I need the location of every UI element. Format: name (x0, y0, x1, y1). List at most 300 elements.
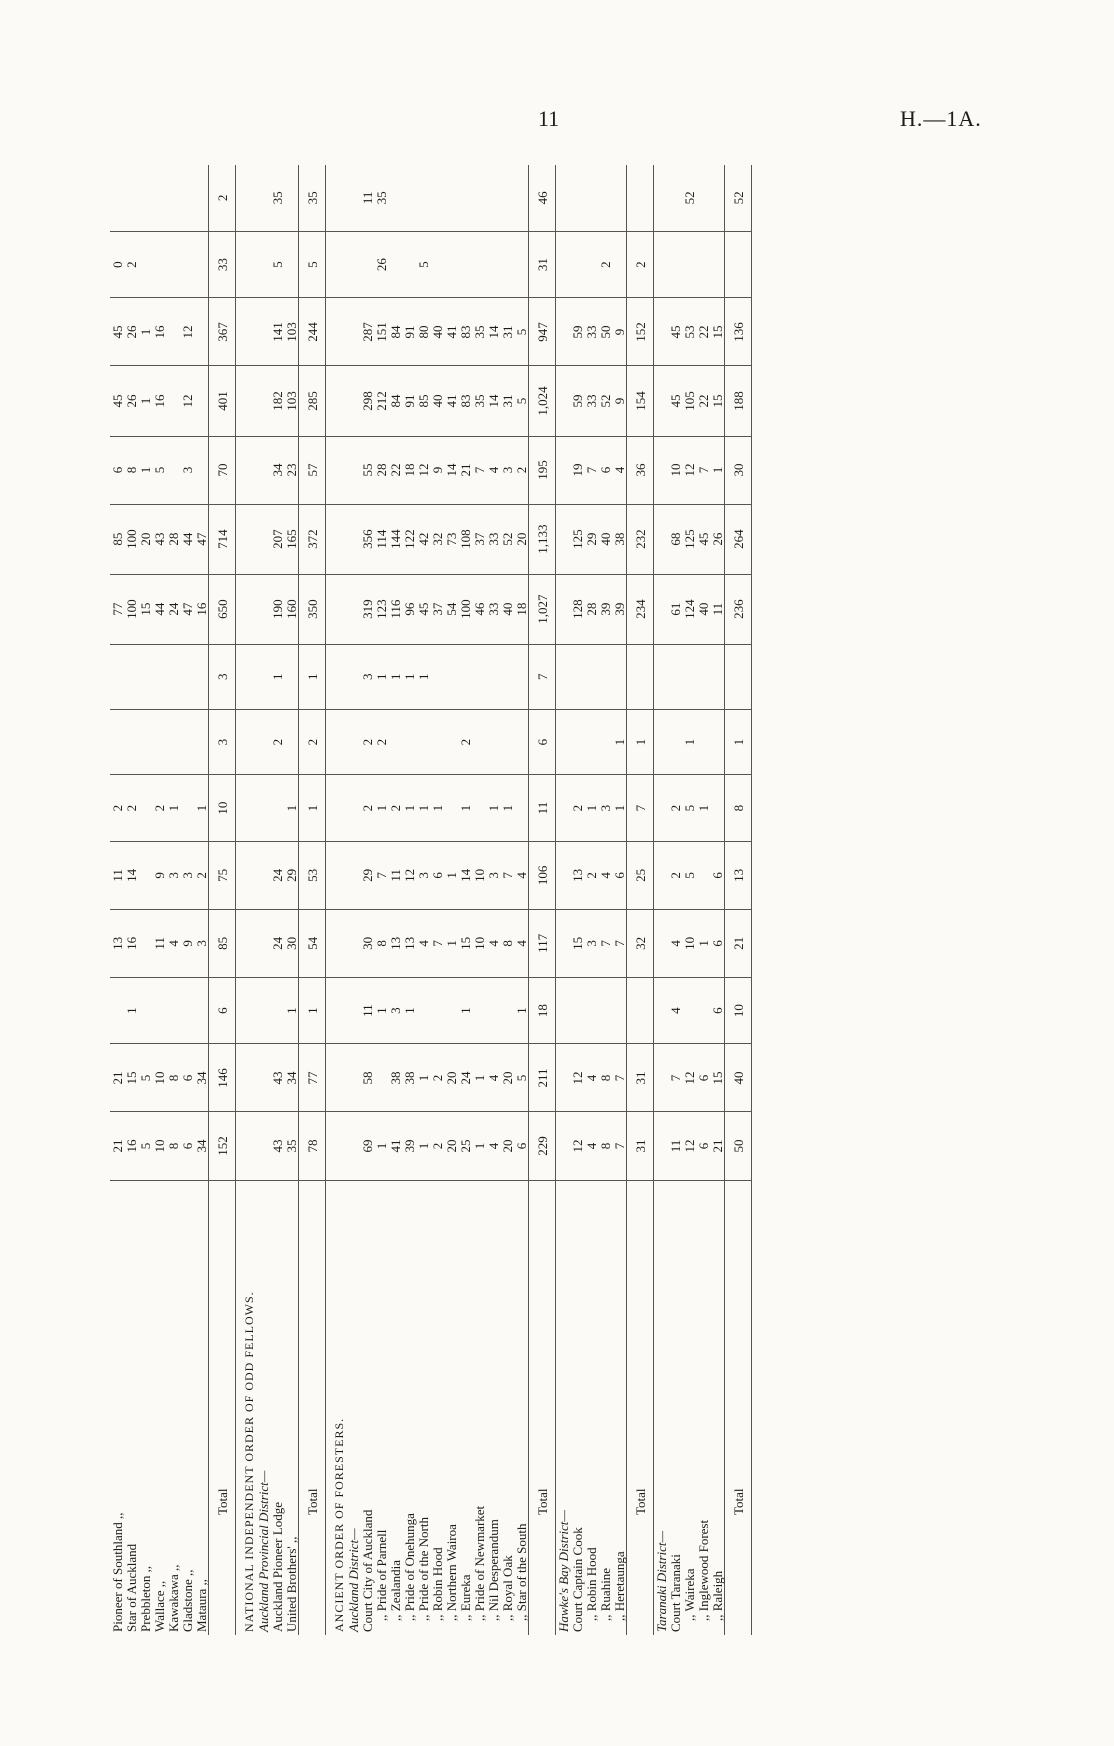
table-cell: 211 (529, 1044, 556, 1112)
table-cell: 13 (725, 841, 752, 909)
table-cell: 5 (682, 841, 696, 909)
table-cell: 14 (458, 841, 472, 909)
table-cell: 14 (124, 841, 138, 909)
table-cell: 2 (124, 775, 138, 842)
row-label: Star of Auckland (123, 1543, 139, 1632)
table-cell (180, 165, 194, 231)
table-cell: 3 (416, 841, 430, 909)
table-cell (326, 1044, 347, 1112)
table-cell: 33 (486, 504, 500, 574)
table-cell: 10 (209, 775, 236, 842)
table-cell: 68 (668, 504, 682, 574)
table-cell: 11 (388, 841, 402, 909)
row-label: Taranaki District— (653, 1530, 669, 1632)
table-cell: 35 (270, 165, 284, 231)
table-cell (152, 165, 166, 231)
table-cell (236, 366, 257, 436)
table-cell (472, 775, 486, 842)
table-cell (236, 231, 257, 298)
table-cell: 77 (299, 1044, 326, 1112)
table-row (710, 165, 725, 1635)
table-cell (556, 909, 571, 977)
table-cell: 122 (402, 504, 416, 574)
table-cell: 39 (598, 574, 612, 644)
table-cell: 234 (627, 574, 654, 644)
table-cell: 83 (458, 298, 472, 366)
table-cell: 1 (284, 775, 299, 842)
table-row (388, 165, 402, 1635)
table-cell: 4 (166, 909, 180, 977)
table-cell: 4 (584, 1044, 598, 1112)
table-cell: 5 (514, 298, 529, 366)
table-cell: 2 (360, 709, 374, 774)
table-row (696, 165, 710, 1635)
table-cell (472, 709, 486, 774)
table-cell: 7 (430, 909, 444, 977)
row-label: ANCIENT ORDER OF FORESTERS. (332, 1417, 346, 1632)
table-cell: 28 (374, 436, 388, 504)
table-cell: 1,133 (529, 504, 556, 574)
table-cell: 43 (270, 1112, 284, 1180)
row-label: Prebbleton ,, (137, 1565, 153, 1632)
table-cell: 123 (374, 574, 388, 644)
table-cell (194, 366, 209, 436)
table-cell (444, 644, 458, 709)
table-row (570, 165, 584, 1635)
table-cell: 141 (270, 298, 284, 366)
table-cell (486, 165, 500, 231)
table-cell: 2 (514, 436, 529, 504)
table-row (194, 165, 209, 1635)
table-cell (138, 909, 152, 977)
table-cell (110, 644, 124, 709)
table-cell: 26 (124, 298, 138, 366)
table-row (110, 165, 124, 1635)
table-cell (152, 644, 166, 709)
table-cell: 136 (725, 298, 752, 366)
table-cell: 16 (124, 909, 138, 977)
total-row (209, 165, 236, 1635)
table-cell: 236 (725, 574, 752, 644)
table-cell: 4 (612, 436, 627, 504)
table-cell (570, 165, 584, 231)
table-cell: 190 (270, 574, 284, 644)
table-cell (696, 977, 710, 1044)
table-cell: 59 (570, 298, 584, 366)
table-cell: 21 (110, 1112, 124, 1180)
table-cell: 229 (529, 1112, 556, 1180)
table-row (166, 165, 180, 1635)
table-cell: 16 (152, 366, 166, 436)
table-cell (472, 231, 486, 298)
table-cell: 3 (209, 709, 236, 774)
table-cell: 401 (209, 366, 236, 436)
table-cell (654, 775, 669, 842)
table-cell: 5 (138, 1044, 152, 1112)
table-cell (514, 165, 529, 231)
table-cell (682, 977, 696, 1044)
table-cell: 10 (668, 436, 682, 504)
table-cell: 7 (374, 841, 388, 909)
table-cell: 1 (270, 644, 284, 709)
table-cell: 38 (612, 504, 627, 574)
table-cell (256, 574, 270, 644)
table-cell: 21 (458, 436, 472, 504)
table-cell (236, 644, 257, 709)
table-cell: 20 (444, 1044, 458, 1112)
row-label: ,, Royal Oak (499, 1555, 515, 1621)
row-label: ,, Inglewood Forest (695, 1519, 711, 1621)
row-label: ,, Raleigh (709, 1570, 725, 1621)
table-cell: 114 (374, 504, 388, 574)
table-cell: 33 (486, 574, 500, 644)
table-cell: 100 (124, 574, 138, 644)
table-cell: 12 (570, 1112, 584, 1180)
table-cell: 1 (416, 775, 430, 842)
table-cell (236, 709, 257, 774)
table-cell: 6 (209, 977, 236, 1044)
table-cell: 52 (682, 165, 696, 231)
table-cell: 108 (458, 504, 472, 574)
table-cell: 29 (284, 841, 299, 909)
table-cell: 12 (416, 436, 430, 504)
table-row (374, 165, 388, 1635)
table-cell: 287 (360, 298, 374, 366)
table-cell: 8 (124, 436, 138, 504)
table-cell: 11 (529, 775, 556, 842)
table-cell (710, 231, 725, 298)
row-label: Total (725, 1180, 752, 1635)
table-cell: 7 (627, 775, 654, 842)
table-cell (486, 709, 500, 774)
table-cell (556, 504, 571, 574)
total-row (299, 165, 326, 1635)
table-cell: 35 (299, 165, 326, 231)
table-row (668, 165, 682, 1635)
table-cell (284, 231, 299, 298)
table-cell: 7 (500, 841, 514, 909)
table-row (500, 165, 514, 1635)
table-cell: 4 (416, 909, 430, 977)
table-cell (152, 977, 166, 1044)
table-cell (326, 298, 347, 366)
table-cell (668, 644, 682, 709)
table-cell (166, 977, 180, 1044)
table-cell (556, 231, 571, 298)
table-cell: 45 (110, 298, 124, 366)
table-cell (166, 366, 180, 436)
table-cell (346, 977, 360, 1044)
table-cell (725, 644, 752, 709)
table-cell (654, 909, 669, 977)
table-body (110, 165, 752, 1635)
table-cell: 40 (696, 574, 710, 644)
table-cell: 1 (416, 644, 430, 709)
total-row (529, 165, 556, 1635)
table-cell: 21 (110, 1044, 124, 1112)
table-cell: 39 (612, 574, 627, 644)
table-cell (180, 709, 194, 774)
table-cell: 1 (682, 709, 696, 774)
table-cell (194, 436, 209, 504)
table-cell: 6 (180, 1112, 194, 1180)
table-cell (402, 165, 416, 231)
table-cell: 12 (180, 298, 194, 366)
row-label: ,, Star of the South (513, 1523, 529, 1621)
table-row (458, 165, 472, 1635)
row-label: ,, Zealandia (387, 1560, 403, 1621)
table-cell: 18 (402, 436, 416, 504)
table-cell: 69 (360, 1112, 374, 1180)
table-cell (500, 231, 514, 298)
table-cell: 22 (696, 366, 710, 436)
table-cell (152, 231, 166, 298)
section-heading-row (326, 165, 347, 1635)
table-cell: 37 (472, 504, 486, 574)
table-cell: 15 (458, 909, 472, 977)
table-row (152, 165, 166, 1635)
row-label: ,, Robin Hood (583, 1547, 599, 1621)
table-cell: 29 (584, 504, 598, 574)
table-cell (598, 165, 612, 231)
table-cell: 41 (444, 366, 458, 436)
table-cell: 4 (668, 909, 682, 977)
table-cell (256, 709, 270, 774)
table-cell: 31 (627, 1112, 654, 1180)
table-row (598, 165, 612, 1635)
table-cell: 32 (430, 504, 444, 574)
table-cell: 16 (194, 574, 209, 644)
table-cell (668, 231, 682, 298)
table-cell: 33 (584, 298, 598, 366)
table-cell: 1,027 (529, 574, 556, 644)
table-cell: 13 (570, 841, 584, 909)
table-cell: 45 (416, 574, 430, 644)
table-cell (556, 841, 571, 909)
table-cell (654, 709, 669, 774)
table-cell: 12 (682, 1112, 696, 1180)
table-cell: 20 (500, 1112, 514, 1180)
table-cell: 55 (360, 436, 374, 504)
table-cell: 1 (710, 436, 725, 504)
table-cell: 24 (270, 909, 284, 977)
table-cell (180, 775, 194, 842)
table-cell: 9 (152, 841, 166, 909)
table-cell (654, 366, 669, 436)
table-cell: 40 (598, 504, 612, 574)
table-cell (556, 298, 571, 366)
table-cell (388, 709, 402, 774)
table-cell: 1 (194, 775, 209, 842)
table-cell: 41 (444, 298, 458, 366)
table-cell: 1 (627, 709, 654, 774)
table-cell: 45 (696, 504, 710, 574)
table-cell: 6 (110, 436, 124, 504)
table-cell: 146 (209, 1044, 236, 1112)
table-cell: 12 (402, 841, 416, 909)
table-cell: 31 (500, 298, 514, 366)
table-cell (696, 165, 710, 231)
table-cell: 182 (270, 366, 284, 436)
table-cell: 244 (299, 298, 326, 366)
table-cell: 4 (584, 1112, 598, 1180)
table-cell (236, 1044, 257, 1112)
table-cell: 124 (682, 574, 696, 644)
row-label: United Brothers' ,, (283, 1536, 299, 1632)
table-cell: 53 (682, 298, 696, 366)
table-cell: 1 (612, 709, 627, 774)
table-cell (725, 231, 752, 298)
table-cell (444, 231, 458, 298)
table-cell: 0 (110, 231, 124, 298)
table-cell: 6 (696, 1112, 710, 1180)
table-cell: 39 (402, 1112, 416, 1180)
table-cell (284, 165, 299, 231)
table-cell: 84 (388, 366, 402, 436)
table-cell (696, 644, 710, 709)
table-cell (236, 298, 257, 366)
table-cell: 37 (430, 574, 444, 644)
table-cell: 10 (472, 841, 486, 909)
table-cell (270, 775, 284, 842)
table-cell (430, 709, 444, 774)
table-cell: 1 (388, 644, 402, 709)
table-cell (346, 574, 360, 644)
table-cell: 1 (725, 709, 752, 774)
table-cell: 24 (270, 841, 284, 909)
row-label: Total (529, 1180, 556, 1635)
table-cell (124, 709, 138, 774)
row-label: ,, Pride of Newmarket (471, 1505, 487, 1621)
table-cell: 6 (529, 709, 556, 774)
table-cell: 58 (360, 1044, 374, 1112)
table-cell: 4 (486, 436, 500, 504)
row-label: ,, Waireka (681, 1568, 697, 1621)
row-label: Pioneer of Southland ,, (110, 1512, 125, 1632)
table-cell: 5 (514, 366, 529, 436)
table-cell: 103 (284, 298, 299, 366)
row-label: Court Taranaki (667, 1554, 683, 1632)
table-cell: 41 (388, 1112, 402, 1180)
table-cell (346, 436, 360, 504)
table-cell (416, 165, 430, 231)
table-cell: 2 (668, 775, 682, 842)
table-cell: 21 (710, 1112, 725, 1180)
table-cell (458, 231, 472, 298)
table-cell: 75 (209, 841, 236, 909)
district-heading-row (256, 165, 270, 1635)
table-cell: 28 (166, 504, 180, 574)
table-cell: 103 (284, 366, 299, 436)
table-row (486, 165, 500, 1635)
table-cell (236, 909, 257, 977)
table-cell (166, 709, 180, 774)
table-cell: 34 (270, 436, 284, 504)
table-cell: 264 (725, 504, 752, 574)
table-cell: 1 (166, 775, 180, 842)
table-cell: 14 (486, 298, 500, 366)
table-cell: 1 (402, 644, 416, 709)
table-cell: 43 (152, 504, 166, 574)
table-cell: 85 (209, 909, 236, 977)
table-cell: 13 (388, 909, 402, 977)
table-cell: 6 (430, 841, 444, 909)
table-cell (236, 574, 257, 644)
table-cell (138, 977, 152, 1044)
table-cell: 117 (529, 909, 556, 977)
table-cell: 24 (458, 1044, 472, 1112)
table-cell (256, 1112, 270, 1180)
table-cell: 1 (696, 909, 710, 977)
table-cell (654, 165, 669, 231)
table-cell: 1 (458, 977, 472, 1044)
table-cell (346, 366, 360, 436)
table-cell: 1,024 (529, 366, 556, 436)
table-cell: 30 (360, 909, 374, 977)
table-cell (710, 644, 725, 709)
table-cell (256, 977, 270, 1044)
table-cell (472, 165, 486, 231)
table-cell: 8 (598, 1044, 612, 1112)
table-cell: 298 (360, 366, 374, 436)
table-cell: 188 (725, 366, 752, 436)
table-cell: 2 (360, 775, 374, 842)
table-cell (710, 165, 725, 231)
table-cell (584, 165, 598, 231)
table-cell (612, 165, 627, 231)
table-cell: 8 (166, 1044, 180, 1112)
table-cell: 35 (472, 298, 486, 366)
table-cell (326, 165, 347, 231)
table-cell (194, 165, 209, 231)
table-cell (444, 709, 458, 774)
table-cell (346, 775, 360, 842)
table-cell (430, 644, 444, 709)
table-cell (256, 841, 270, 909)
table-cell (402, 231, 416, 298)
table-cell (682, 231, 696, 298)
table-cell (194, 231, 209, 298)
table-cell (584, 977, 598, 1044)
table-cell: 367 (209, 298, 236, 366)
table-cell: 1 (472, 1044, 486, 1112)
table-cell: 10 (152, 1044, 166, 1112)
table-row (360, 165, 374, 1635)
table-cell (256, 231, 270, 298)
table-cell (416, 709, 430, 774)
table-cell (627, 644, 654, 709)
table-cell (472, 644, 486, 709)
table-row (444, 165, 458, 1635)
table-cell: 1 (584, 775, 598, 842)
table-cell (346, 165, 360, 231)
table-cell: 207 (270, 504, 284, 574)
table-cell: 947 (529, 298, 556, 366)
row-label: Court City of Auckland (359, 1509, 375, 1632)
table-cell (444, 775, 458, 842)
table-cell: 30 (725, 436, 752, 504)
table-cell (556, 709, 571, 774)
table-cell: 4 (598, 841, 612, 909)
table-cell: 38 (388, 1044, 402, 1112)
table-cell: 91 (402, 298, 416, 366)
table-cell: 80 (416, 298, 430, 366)
table-cell: 35 (374, 165, 388, 231)
table-row (612, 165, 627, 1635)
table-cell: 2 (270, 709, 284, 774)
table-cell: 356 (360, 504, 374, 574)
table-cell (284, 644, 299, 709)
